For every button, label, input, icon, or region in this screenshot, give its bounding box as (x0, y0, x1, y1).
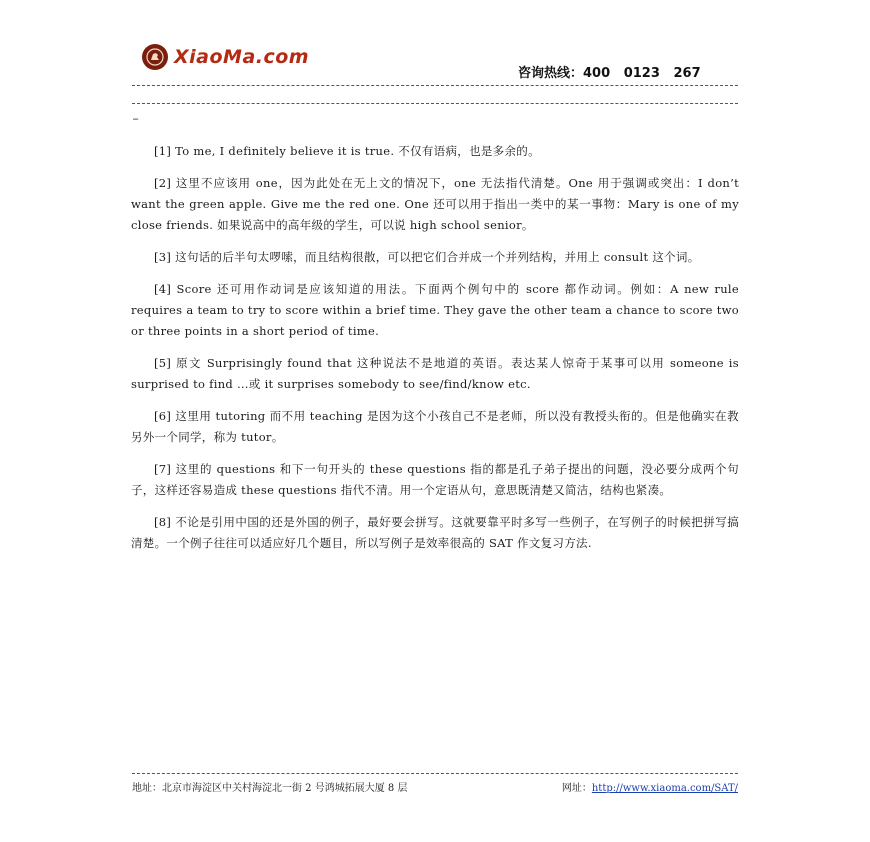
footer-url-link[interactable]: http://www.xiaoma.com/SAT/ (591, 783, 738, 794)
paragraph-1: [1] To me, I definitely believe it is true. 不仅有语病，也是多余的。 (154, 144, 540, 158)
header-divider-bottom (132, 103, 738, 104)
footer-divider (132, 773, 738, 774)
footer (132, 779, 738, 794)
paragraph-2: [2] 这里不应该用 one，因为此处在无上文的情况下，one 无法指代清楚。One 用于强调或突出：I don’t want the green apple. Give me the red one. One 还可以用于指出一类中的某一事物：Mary is one of my close friends. 如果说高中的高年级的学生，可以说 high school senior。 (131, 176, 739, 232)
paragraph-3: [3] 这句话的后半句太啰嗦，而且结构很散，可以把它们合并成一个并列结构，并用上 consult 这个词。 (154, 250, 700, 264)
hotline: 咨询热线：400 0123 267 (518, 66, 701, 81)
horse-logo-icon (142, 44, 168, 70)
paragraph-8: [8] 不论是引用中国的还是外国的例子，最好要会拼写。这就要靠平时多写一些例子，在写例子的时候把拼写搞清楚。一个例子往往可以适应好几个题目，所以写例子是效率很高的 SAT 作文复习方法. (131, 515, 739, 550)
paragraph-5: [5] 原文 Surprisingly found that 这种说法不是地道的英语。表达某人惊奇于某事可以用 someone is surprised to find …或 it surprises somebody to see/find/know etc. (131, 356, 739, 391)
short-dash: – (132, 112, 140, 126)
footer-website (562, 779, 738, 794)
footer-address: 地址：北京市海淀区中关村海淀北一街 2 号鸿城拓展大厦 8 层 (132, 783, 408, 794)
paragraph-6: [6] 这里用 tutoring 而不用 teaching 是因为这个小孩自己不是老师，所以没有教授头衔的。但是他确实在教另外一个同学，称为 tutor。 (131, 409, 739, 444)
paragraph-7: [7] 这里的 questions 和下一句开头的 these questions 指的都是孔子弟子提出的问题，没必要分成两个句子，这样还容易造成 these questions 指代不清。用一个定语从句，意思既清楚又简洁，结构也紧凑。 (131, 462, 739, 497)
logo (142, 44, 309, 70)
logo-text: XiaoMa.com (174, 46, 310, 68)
footer-url-label: 网址： (561, 783, 592, 794)
paragraph-4: [4] Score 还可用作动词是应该知道的用法。下面两个例句中的 score 都作动词。例如：A new rule requires a team to try to score within a brief time. They gave the other team a chance to score two or three points in a short period of time. (131, 282, 739, 338)
document-body (131, 141, 739, 565)
header-divider-top (132, 85, 738, 86)
